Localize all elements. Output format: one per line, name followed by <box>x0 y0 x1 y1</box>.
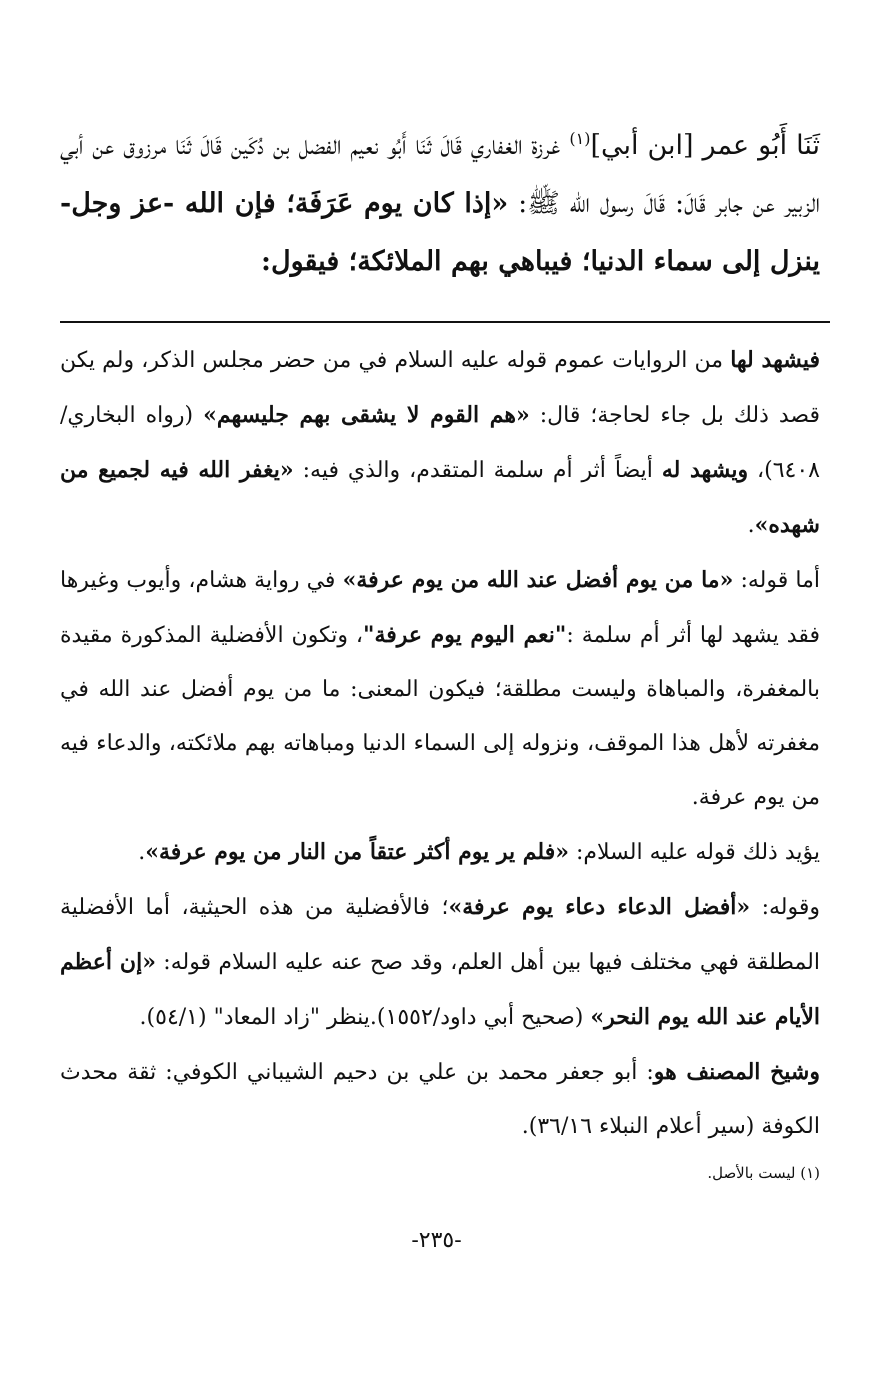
hadith-text: «إذا كان يوم عَرَفَة؛ فإن الله -عز وجل- ينزل إلى سماء الدنيا؛ فيباهي بهم الملائكة؛ فيقول: <box>60 188 820 277</box>
plain-text: يؤيد ذلك قوله عليه السلام: <box>569 840 820 865</box>
bold-quote: «أفضل الدعاء دعاء يوم عرفة» <box>448 894 751 920</box>
plain-text: : أبو جعفر محمد بن علي بن دحيم الشيباني الكوفي: ثقة محدث الكوفة (سير أعلام النبلاء ٣٦/١٦). <box>60 1060 820 1139</box>
commentary-paragraph-2 <box>60 553 820 825</box>
plain-text: (رواه البخاري/٦٤٠٨)، <box>60 403 820 483</box>
commentary-paragraph-3 <box>60 825 820 880</box>
footnote: (١) ليست بالأصل. <box>707 1164 820 1182</box>
isnad-text: غرزة الغفاري قَالَ ثَنَا أَبُو نعيم الفضل بن دُكَين قَالَ ثَنَا مرزوق عن أبي الزبير عن جابر قَالَ: قَالَ رسول الله ﷺ: <box>60 130 821 219</box>
bold-text: وشيخ المصنف هو <box>653 1059 820 1085</box>
plain-text: وقوله: <box>750 895 820 920</box>
plain-text: . <box>138 840 146 865</box>
plain-text: من الروايات عموم قوله عليه السلام في من حضر مجلس الذكر، ولم يكن قصد ذلك بل جاء لحاجة؛ قال: <box>60 348 821 428</box>
commentary-section <box>60 333 820 1154</box>
bold-quote: «هم القوم لا يشقى بهم جليسهم» <box>203 402 530 428</box>
commentary-paragraph-5 <box>60 1045 820 1154</box>
footnote-reference: (١) <box>569 129 591 148</box>
plain-text: أيضاً أثر أم سلمة المتقدم، والذي فيه: <box>293 458 662 483</box>
plain-text: في رواية هشام، وأيوب وغيرها فقد يشهد لها أثر أم سلمة : <box>60 568 820 648</box>
commentary-paragraph-1 <box>60 333 820 553</box>
main-hadith-text <box>60 110 820 291</box>
isnad-text-start: ثَنَا أَبُو عمر [ابن أبي] <box>590 130 820 161</box>
bold-quote: «يغفر الله فيه لجميع من شهده» <box>60 457 820 538</box>
bold-quote: «فلم ير يوم أكثر عتقاً من النار من يوم عرفة» <box>145 839 569 865</box>
bold-quote: «إن أعظم الأيام عند الله يوم النحر» <box>60 949 820 1030</box>
plain-text: أما قوله: <box>733 568 820 593</box>
bold-text: ويشهد له <box>661 457 749 483</box>
bold-quote: "نعم اليوم يوم عرفة" <box>363 622 567 648</box>
plain-text: . <box>747 513 755 538</box>
page-number: -٢٣٥- <box>411 1228 462 1253</box>
plain-text: ؛ فالأفضلية من هذه الحيثية، أما الأفضلية المطلقة فهي مختلف فيها بين أهل العلم، وقد صح عنه عليه السلام قوله: <box>60 895 821 975</box>
page-content <box>60 110 820 1188</box>
plain-text: (صحيح أبي داود/١٥٥٢).ينظر "زاد المعاد" (٥٤/١). <box>139 1005 591 1030</box>
bold-quote: «ما من يوم أفضل عند الله من يوم عرفة» <box>342 567 734 593</box>
footnote-divider <box>60 321 830 323</box>
plain-text: ، وتكون الأفضلية المذكورة مقيدة بالمغفرة، والمباهاة وليست مطلقة؛ فيكون المعنى: ما من يوم أفضل عند الله في مغفرته لأهل هذا الموقف، ونزوله إلى السماء الدنيا ومباهاته بهم ملائكته، والدعاء فيه من يوم عرفة. <box>60 623 820 810</box>
bold-text: فيشهد لها <box>730 347 820 373</box>
commentary-paragraph-4 <box>60 880 820 1045</box>
